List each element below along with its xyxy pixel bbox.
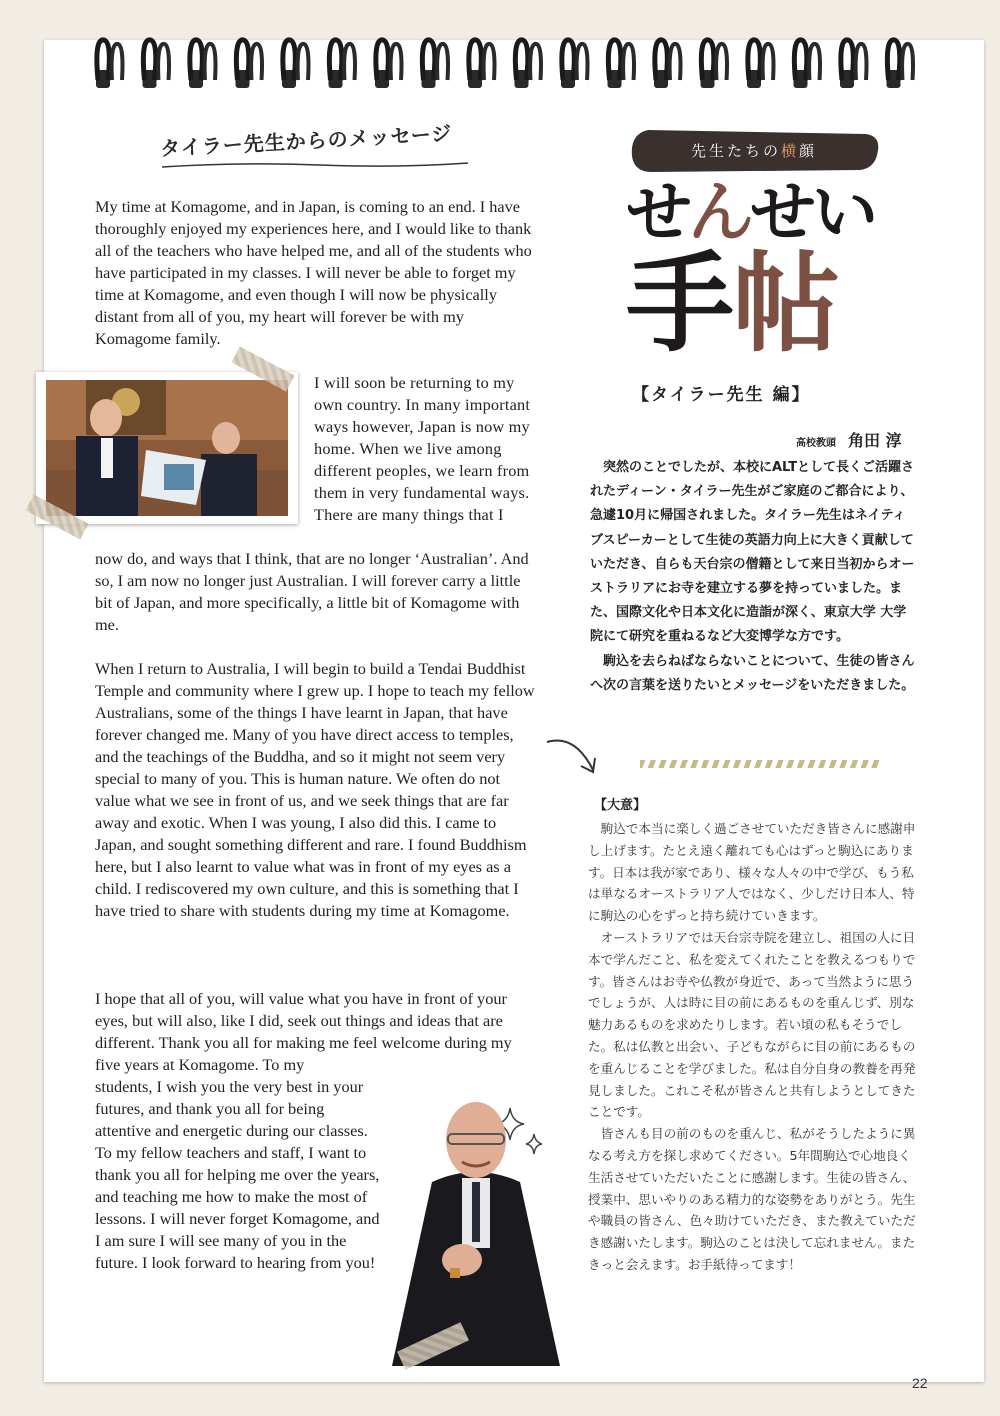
intro-paragraph: 駒込を去らねばならないことについて、生徒の皆さんへ次の言葉を送りたいとメッセージをいただきました。 (590, 653, 915, 693)
intro-paragraph: 突然のことでしたが、本校にALTとして長くご活躍されたディーン・タイラー先生がご家庭のご都合により、急遽10月に帰国されました。タイラー先生はネイティブスピーカーとして生徒の英語力向上に大きく貢献していただき、自らも天台宗の僧籍として来日当初からオーストラリアにお寺を建立する夢を持っていました。また、国際文化や日本文化に造詣が深く、東京大学 大学院にて研究を重ねるなど大変博学な方です。 (590, 460, 915, 645)
heading-underline (160, 160, 470, 170)
badge-label (628, 140, 880, 161)
summary-text (588, 818, 918, 1276)
paragraph-2-rest-text: now do, and ways that I think, that are no longer ‘Australian’. And so, I am now no longer just Australian. I will forever carry a little bit of Japan, and more specifically, a little bit of Komagome with me. (95, 549, 529, 634)
paragraph-4-text: I hope that all of you, will value what you have in front of your eyes, but will also, like I did, seek out things and ideas that are different. Thank you all for making me feel welcome during my five years at Komagome. To my (95, 989, 512, 1074)
page-number: 22 (912, 1375, 928, 1391)
ring-icon (515, 40, 542, 88)
paragraph-1-text: My time at Komagome, and in Japan, is coming to an end. I have thoroughly enjoyed my experiences here, and I would like to thank all of the teachers who have helped me, and all of the students who have participated in my classes. I will never be able to forget my time at Komagome, and even though I will now be physically distant from all of you, my heart will forever be with my Komagome family. (95, 197, 532, 348)
message-heading: タイラー先生からのメッセージ (159, 121, 453, 161)
ring-icon (794, 40, 821, 88)
ring-icon (887, 40, 914, 88)
title-char: い (812, 174, 874, 251)
ring-icon (375, 40, 402, 88)
badge-text-post: 顔 (799, 142, 818, 160)
title-line-2 (626, 242, 839, 367)
paragraph-3-text: When I return to Australia, I will begin to build a Tendai Buddhist Temple and community where I grew up. I hope to teach my fellow Australians, some of the things I have learnt in Japan, that have forever changed me. Many of you have direct access to temples, and the teachings of the Buddha, and so it might not seem very special to many of you. This is human nature. We often do not value what we see in front of us, and we seek things that are far away and exotic. When I was young, I also did this. I came to Japan, and sought something different and rare. I found Buddhism here, but I also learnt to value what was in front of my eyes as a child. I rediscovered my own culture, and this is something that I have tried to share with students during my time at Komagome. (95, 659, 535, 920)
author-byline (796, 428, 902, 451)
title-char: ん (688, 174, 750, 251)
ring-icon (840, 40, 867, 88)
message-paragraph-4 (95, 988, 535, 1076)
badge-text-highlight: 横 (780, 142, 799, 160)
ring-icon (468, 40, 495, 88)
intro-text (590, 456, 916, 698)
message-paragraph-4-continued (95, 1076, 383, 1274)
summary-heading: 【大意】 (594, 798, 647, 813)
photo-handover (36, 372, 298, 524)
message-paragraph-3 (95, 658, 535, 944)
paragraph-4-rest-text: students, I wish you the very best in your futures, and thank you all for being attentive and energetic during our classes. To my fellow teachers and staff, I want to thank you all for helping me over the years, and teaching me how to make the most of lessons. I will never forget Komagome, and I am sure I will see many of you in the future. I look forward to hearing from you! (95, 1077, 380, 1272)
message-paragraph-2 (314, 372, 534, 526)
ring-icon (608, 40, 635, 88)
ring-icon (236, 40, 263, 88)
ring-icon (143, 40, 170, 88)
subtitle: 【タイラー先生 編】 (632, 385, 811, 405)
photo-tyler (392, 1082, 560, 1366)
title-char: 手 (626, 242, 733, 367)
ring-icon (282, 40, 309, 88)
divider (640, 760, 880, 768)
title-char: せ (750, 174, 812, 251)
message-paragraph-1 (95, 196, 535, 372)
ring-icon (96, 40, 123, 88)
ring-icon (561, 40, 588, 88)
arrow-icon (545, 732, 605, 782)
message-paragraph-2-continued (95, 548, 535, 658)
ring-icon (701, 40, 728, 88)
spiral-binding (88, 28, 918, 98)
summary-paragraph: オーストラリアでは天台宗寺院を建立し、祖国の人に日本で学んだこと、私を変えてくれたことを教えるつもりです。皆さんはお寺や仏教が身近で、あって当然ように思うでしょうが、人は時に目の前にあるものを重んじず、別な魅力あるものを求めたりします。若い頃の私もそうでした。私は仏教と出会い、子どもながらに目の前にあるものを重んじることを学びました。私は自分自身の教養を再発見しました。これこそ私が皆さんと共有しようとしてきたことです。 (588, 929, 916, 1120)
author-role: 高校教頭 (796, 438, 836, 449)
title-char: 帖 (732, 242, 839, 367)
title-line-1 (626, 174, 874, 251)
summary-paragraph: 皆さんも目の前のものを重んじ、私がそうしたように異なる考え方を探し求めてください。5年間駒込で心地良く生活させていただいたことに感謝します。生徒の皆さん、授業中、思いやりのある精力的な姿勢をありがとう。先生や職員の皆さん、色々助けていただき、また教えていただき感謝いたします。駒込のことは決して忘れません。またきっと会えます。お手紙待ってます！ (588, 1126, 916, 1272)
ring-icon (654, 40, 681, 88)
ring-icon (189, 40, 216, 88)
author-name: 角田 淳 (848, 431, 902, 450)
ring-icon (422, 40, 449, 88)
badge-text-pre: 先生たちの (690, 142, 781, 160)
summary-paragraph: 駒込で本当に楽しく過ごさせていただき皆さんに感謝申し上げます。たとえ遠く離れても心はずっと駒込にあります。日本は我が家であり、様々な人々の中で学び、もう私は単なるオーストラリア人ではなく、少しだけ日本人、特に駒込の心をずっと持ち続けていきます。 (588, 821, 916, 924)
paragraph-2-text: I will soon be returning to my own country. In many important ways however, Japan is now my home. When we live among different peoples, we learn from them in very fundamental ways. There are many things that I (314, 373, 531, 524)
ring-icon (747, 40, 774, 88)
title-char: せ (626, 174, 688, 251)
ring-icon (329, 40, 356, 88)
